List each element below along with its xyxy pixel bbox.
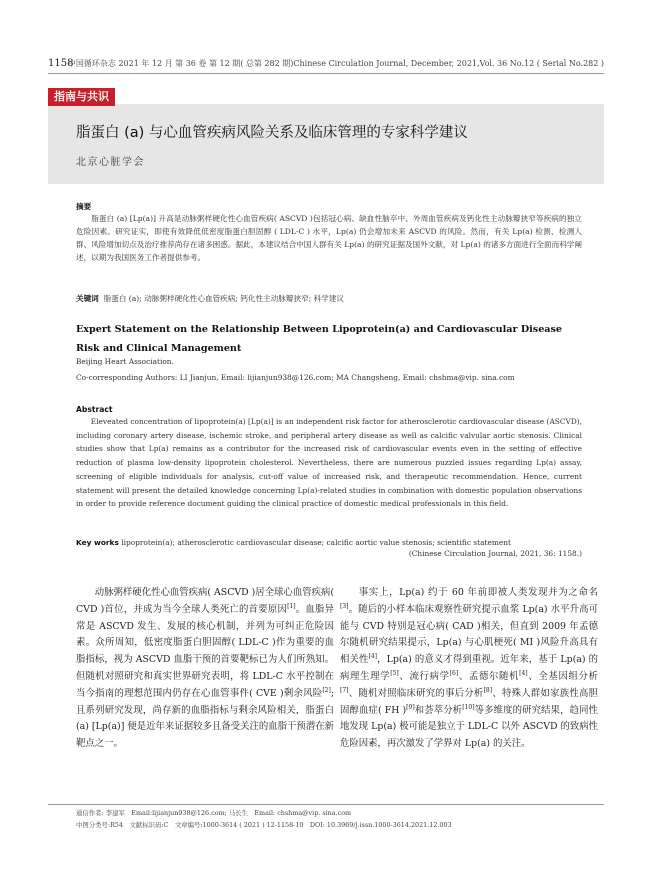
chinese-title: 脂蛋白 (a) 与心血管疾病风险关系及临床管理的专家科学建议 (76, 125, 468, 141)
body-left-column (76, 585, 334, 753)
body-paragraph: 动脉粥样硬化性心血管疾病( ASCVD )居全球心血管疾病( CVD )首位，并成为当今全球人类死亡的首要原因[1]。血脂异常是 ASCVD 发生、发展的核心机制，并列为可纠正危险因素。众所周知，低密度脂蛋白胆固醇( LDL-C )作为重要的血脂指标，视为 ASCVD 血脂干预的首要靶标已为人们所熟知。但随机对照研究和真实世界研究表明，将 LDL-C 水平控制在当今指南的理想范围内仍存在心血管事件( CVE )剩余风险[2]; 且系列研究发现，尚存新的血脂指标与剩余风险相关，脂蛋白 (a) [Lp(a)] 便是近年来证据较多且备受关注的血脂干预潜在新靶点之一。 (76, 587, 334, 750)
abstract-en-label: Abstract (76, 405, 113, 414)
english-abstract (76, 415, 582, 511)
abstract-cn-text: 脂蛋白 (a) [Lp(a)] 升高是动脉粥样硬化性心血管疾病( ASCVD )包括冠心病、缺血性脑卒中、外周血管疾病及钙化性主动脉瓣狭窄等疾病的独立危险因素。研究证实，即使有效降低低密度脂蛋白胆固醇 ( LDL-C ) 水平，Lp(a) 仍会增加未来 ASCVD 的风险。然而，有关 Lp(a) 检测、检测人群、风险增加切点及治疗推荐尚存在诸多困惑。据此，本建议结合中国人群有关 Lp(a) 的研究证据及国外文献，对 Lp(a) 的诸多方面进行全面而科学阐述，以期为我国医务工作者提供参考。 (76, 214, 582, 262)
abstract-cn-label: 摘要 (76, 202, 92, 211)
keywords-cn: 脂蛋白 (a); 动脉粥样硬化性心血管疾病; 钙化性主动脉瓣狭窄; 科学建议 (103, 294, 345, 303)
running-header (48, 56, 604, 72)
header-rule (48, 73, 604, 74)
page-number: 1158 (48, 58, 74, 69)
chinese-keywords (76, 292, 582, 305)
keywords-cn-label: 关键词 (76, 294, 99, 303)
english-title: Expert Statement on the Relationship Between Lipoprotein(a) and Cardiovascular Disease Risk and Clinical Management (76, 324, 563, 354)
title-box (48, 104, 604, 184)
section-tag: 指南与共识 (48, 88, 115, 106)
keywords-en: lipoprotein(a); atherosclerotic cardiovascular disease; calcific aortic value stenosis; scientific statement (121, 538, 511, 547)
keywords-en-label: Key works (76, 538, 119, 547)
chinese-abstract (76, 212, 582, 264)
footer-correspondence: 通信作者: 李建军 Email:lijianjun938@126.com; 马长生 Email: chshma@vip. sina.com (76, 809, 352, 817)
body-right-column (340, 585, 598, 753)
chinese-author: 北京心脏学会 (76, 157, 145, 168)
footer-rule (48, 804, 604, 805)
english-keywords (76, 536, 582, 549)
body-paragraph: 事实上，Lp(a) 约于 60 年前即被人类发现并为之命名[3]。随后的小样本临床观察性研究提示血浆 Lp(a) 水平升高可能与 CVD 特别是冠心病( CAD )相关，但直到 2009 年孟德尔随机研究结果提示，Lp(a) 与心肌梗死( MI )风险升高具有相关性[4]，Lp(a) 的意义才得到重视。近年来，基于 Lp(a) 的病理生理学[5]、流行病学[6]、孟德尔随机[4]、全基因组分析[7]、随机对照临床研究的事后分析[8]、特殊人群如家族性高胆固醇血症( FH )[9]和荟萃分析[10]等多维度的研究结果，趋同性地发现 Lp(a) 极可能是独立于 LDL-C 以外 ASCVD 的致病性危险因素，再次激发了学界对 Lp(a) 的关注。 (340, 587, 598, 750)
english-author: Beijing Heart Association. (76, 357, 174, 366)
journal-line: 中国循环杂志 2021 年 12 月 第 36 卷 第 12 期( 总第 282 期)Chinese Circulation Journal, December, 2021,Vol. 36 No.12 ( Serial No.282 ) (67, 59, 604, 68)
citation: (Chinese Circulation Journal, 2021, 36: 1158.) (408, 549, 582, 558)
corresponding-authors: Co-corresponding Authors: LI Jianjun, Email: lijianjun938@126.com; MA Changsheng, Email: chshma@vip. sina.com (76, 373, 515, 382)
abstract-en-text: Eleveated concentration of lipoprotein(a) [Lp(a)] is an independent risk factor for atherosclerotic cardiovascular disease (ASCVD), including coronary artery disease, ischemic stroke, and peripheral artery disease as well as calcific valvular aortic stenosis. Clinical studies show that Lp(a) remains as a contributor for the increased risk of cardiovascular events even in the setting of effective reduction of plasma low-density lipoprotein cholesterol. Nevertheless, there are numerous puzzled issues regarding Lp(a) assay, screening of eligible individuals for analysis, cut-off value of increased risk, and therapeutic recommendation. Hence, current statement will present the detailed knowledge concerning Lp(a)-related studies in combination with domestic population observations in order to provide reference document guiding the clinical practice of domestic medical professionals in this field. (76, 417, 582, 509)
footer-classification: 中图分类号:R54 文献标识码:C 文章编号:1000-3614 ( 2021 ) 12-1158-10 DOI: 10.3969/j.issn.1000-3614.2021.12.003 (76, 821, 452, 829)
